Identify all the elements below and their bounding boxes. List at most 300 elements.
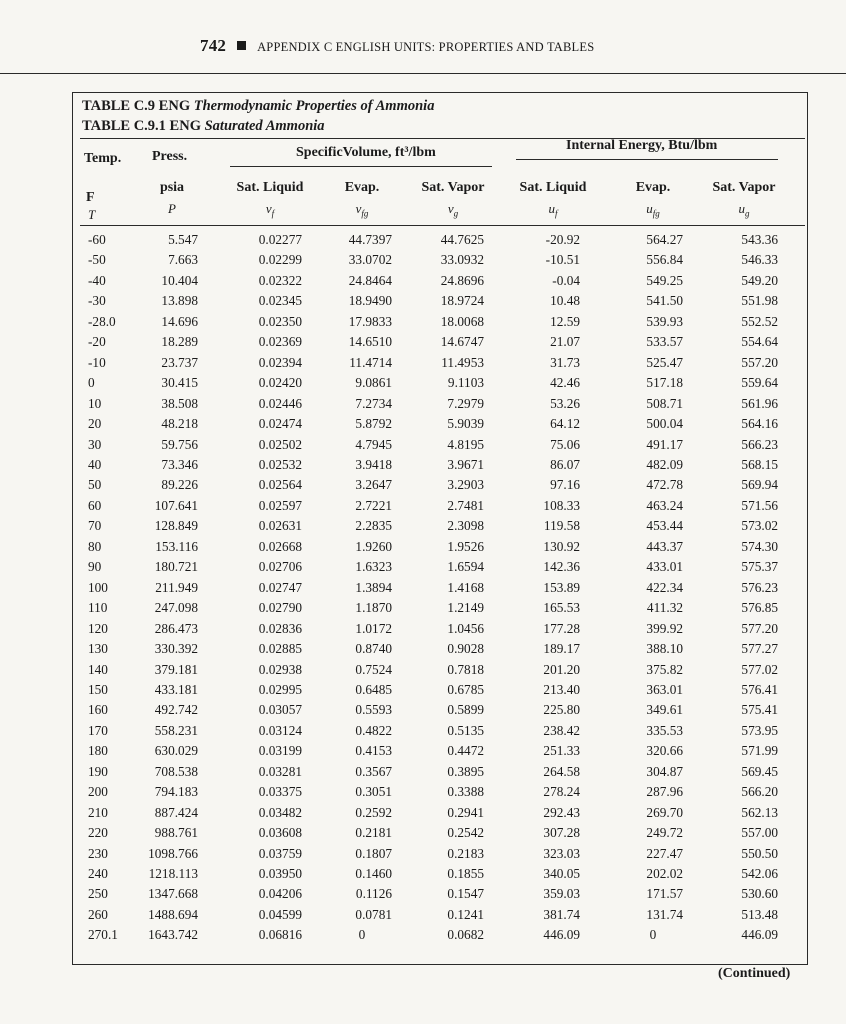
column-header-3: Evap. [344,180,380,195]
group-header-internal-energy: Internal Energy, Btu/lbm [566,138,718,153]
table-cell: 1.4168 [447,579,484,595]
table-cell: 0.0781 [355,906,392,922]
table-cell: 794.183 [154,784,198,800]
table-cell: 0.3567 [355,763,392,779]
table-cell: 0.3895 [447,763,484,779]
table-cell: -30 [88,293,106,309]
table-cell: 247.098 [154,600,198,616]
table-cell: 574.30 [741,538,778,554]
table-cell: 541.50 [646,293,683,309]
table-cell: 14.696 [161,313,198,329]
table-cell: 399.92 [646,620,683,636]
column-symbol-5: $u_f$ [548,201,558,219]
table-cell: 64.12 [550,416,580,431]
table-cell: -20 [88,334,106,350]
table-cell: 130.92 [543,538,580,554]
table-cell: 60 [88,497,102,513]
bullet-square-icon [237,41,246,50]
table-cell: 0.02706 [258,559,302,575]
table-cell: 568.15 [741,456,778,472]
table-cell: 33.0702 [348,252,392,268]
table-cell: 0.1460 [355,865,392,881]
table-cell: 388.10 [646,641,683,656]
table-cell: 260 [88,906,108,922]
table-cell: 0.03199 [258,743,302,759]
table-cell: 0.02446 [258,395,302,411]
table-cell: 18.9490 [348,293,392,309]
table-cell: 0.03375 [258,784,302,800]
table-cell: 50 [88,477,102,493]
table-cell: 177.28 [543,620,580,636]
table-cell: 59.756 [161,436,198,452]
column-symbol-1: P [168,201,176,216]
table-cell: 251.33 [543,743,580,759]
table-cell: 230 [88,845,108,861]
table-cell: 213.40 [543,681,580,697]
table-cell: 422.34 [646,579,683,595]
table-cell: 89.226 [161,477,198,493]
table-cell: 0.2941 [447,804,484,820]
table-cell: 0.6785 [447,681,484,697]
table-cell: 1.0172 [355,620,392,636]
table-cell: 551.98 [741,293,778,309]
table-cell: 33.0932 [440,252,484,268]
table-cell: 492.742 [154,702,198,718]
table-cell: 210 [88,804,108,820]
table-cell: 0.02790 [258,600,302,616]
table-cell: 0.02277 [258,232,302,247]
column-header-1: psia [159,180,185,195]
table-cell: 887.424 [154,804,198,820]
table-cell: 107.641 [154,497,198,513]
table-cell: 70 [88,518,102,534]
table-cell: 330.392 [154,641,198,656]
table-cell: 0.02885 [258,641,302,656]
table-cell: 153.89 [543,579,580,595]
table-cell: 500.04 [646,416,683,431]
table-cell: 180.721 [154,559,198,575]
table-cell: 2.7481 [447,497,484,513]
column-header-7: Sat. Vapor [712,180,776,195]
table-cell: 307.28 [543,825,580,840]
table-cell: 48.218 [161,416,198,431]
table-cell: 240 [88,865,108,881]
table-cell: 564.16 [741,416,778,431]
table-cell: 340.05 [543,865,580,881]
table-title-1: TABLE C.9 ENG Thermodynamic Properties of Ammonia [82,98,435,114]
table-cell: 546.33 [741,252,778,268]
table-cell: 988.761 [154,825,198,840]
table-cell: 443.37 [646,538,683,554]
continued-label: (Continued) [718,966,791,981]
table-cell: 0.02747 [258,579,302,595]
group-header-specific-volume: SpecificVolume, ft³/lbm [296,145,436,160]
table-cell: 508.71 [646,395,683,411]
table-cell: 381.74 [543,906,580,922]
table-cell: 21.07 [550,334,580,350]
table-cell: 11.4953 [441,354,484,370]
table-cell: -10 [88,354,106,370]
table-cell: 482.09 [646,456,683,472]
table-cell: 1.6323 [355,559,392,575]
table-cell: 530.60 [741,886,778,902]
table-cell: 0.03124 [258,722,302,738]
table-cell: 1347.668 [148,886,198,902]
table-cell: -50 [88,252,106,268]
header-bottom-rule [80,225,805,226]
group-header-temp: Temp. [84,151,122,166]
table-cell: 543.36 [741,232,778,247]
table-cell: 97.16 [550,477,580,493]
table-cell: 0.02350 [258,313,302,329]
table-cell: 525.47 [646,354,683,370]
header-rule [0,73,846,74]
table-cell: 0.9028 [447,641,484,656]
table-cell: 23.737 [161,354,198,370]
table-cell: 170 [88,722,108,738]
table-cell: 517.18 [646,375,683,391]
table-cell: 0 [358,927,366,943]
group-header-press: Press. [152,149,188,164]
column-header-2: Sat. Liquid [236,180,304,195]
table-cell: 0.5899 [447,702,484,718]
table-cell: 30 [88,436,102,452]
table-cell: 349.61 [646,702,683,718]
table-cell: 171.57 [646,886,683,902]
table-cell: 0.1126 [355,886,392,902]
table-cell: 90 [88,559,102,575]
table-cell: 270.1 [88,927,118,943]
table-cell: 566.20 [741,784,778,800]
table-cell: 359.03 [543,886,580,902]
table-cell: 14.6747 [440,334,484,350]
table-cell: 569.45 [741,763,778,779]
table-cell: 238.42 [543,722,580,738]
table-cell: 0.3051 [355,784,392,800]
table-cell: 190 [88,763,108,779]
table-cell: 100 [88,579,108,595]
table-cell: 0.02369 [258,334,302,350]
table-cell: 0.2542 [447,825,484,840]
table-cell: 575.37 [741,559,778,575]
table-cell: 0.02394 [258,354,302,370]
table-cell: 304.87 [646,763,683,779]
table-cell: 556.84 [646,252,683,268]
table-cell: 323.03 [543,845,580,861]
table-cell: 4.8195 [447,436,484,452]
table-cell: 2.2835 [355,518,392,534]
table-cell: 0.1241 [447,906,484,922]
table-cell: 128.849 [154,518,198,534]
table-cell: 0.6485 [355,681,392,697]
table-cell: 491.17 [646,436,683,452]
table-cell: 286.473 [154,620,198,636]
table-cell: 119.58 [543,518,580,534]
table-cell: 552.52 [741,313,778,329]
table-cell: 0.03759 [258,845,302,861]
table-cell: 554.64 [741,334,778,350]
column-header-4: Sat. Vapor [421,180,485,195]
specific-volume-rule [230,166,492,167]
table-cell: 0.8740 [355,641,392,656]
table-cell: 0.2181 [355,825,392,840]
table-cell: 227.47 [646,845,683,861]
table-cell: -60 [88,232,106,247]
table-cell: 0.7818 [447,661,484,677]
table-cell: 10 [88,395,102,411]
table-cell: 411.32 [646,600,683,616]
table-cell: 3.9671 [447,456,484,472]
table-cell: 0.02345 [258,293,302,309]
table-cell: 24.8696 [440,272,484,288]
table-cell: 18.289 [161,334,198,350]
table-cell: 0.4822 [355,722,392,738]
table-cell: 576.41 [741,681,778,697]
table-cell: 10.404 [161,272,198,288]
table-cell: 0.03057 [258,702,302,718]
table-cell: 120 [88,620,108,636]
table-cell: 363.01 [646,681,683,697]
table-cell: 5.9039 [447,416,484,431]
table-cell: -28.0 [88,313,116,329]
table-cell: 0.1547 [447,886,484,902]
table-cell: 0.5593 [355,702,392,718]
column-symbol-6: $u_{fg}$ [646,201,660,219]
table-cell: 7.2734 [355,395,392,411]
table-cell: 0.3388 [447,784,484,800]
table-cell: 0.02564 [258,477,302,493]
table-cell: -20.92 [545,232,580,247]
table-cell: 375.82 [646,661,683,677]
table-cell: 1.9526 [447,538,484,554]
table-cell: 153.116 [155,538,198,554]
table-cell: 142.36 [543,559,580,575]
table-cell: 0.02322 [258,272,302,288]
table-cell: 533.57 [646,334,683,350]
table-cell: 1.9260 [355,538,392,554]
table-cell: 3.2903 [447,477,484,493]
table-cell: -40 [88,272,106,288]
table-cell: 0.02938 [258,661,302,677]
table-cell: 0.4472 [447,743,484,759]
table-cell: 0.04206 [258,886,302,902]
table-cell: 4.7945 [355,436,392,452]
table-cell: 3.2647 [355,477,392,493]
table-cell: 131.74 [646,906,683,922]
table-cell: 201.20 [543,661,580,677]
table-cell: 31.73 [550,354,580,370]
table-cell: 1643.742 [148,927,198,943]
table-cell: 1.6594 [447,559,484,575]
table-cell: 559.64 [741,375,778,391]
table-cell: 550.50 [741,845,778,861]
page-number: 742 [200,36,227,55]
table-cell: 42.46 [550,375,580,391]
table-cell: 446.09 [543,927,580,943]
table-cell: 13.898 [161,293,198,309]
table-cell: 433.181 [154,681,198,697]
table-cell: 200 [88,784,108,800]
table-cell: 9.1103 [447,375,484,391]
table-cell: -10.51 [545,252,580,268]
column-header-5: Sat. Liquid [519,180,587,195]
table-cell: 7.663 [168,252,198,268]
table-cell: 0 [649,927,657,943]
table-cell: 220 [88,825,108,840]
table-cell: 44.7625 [440,232,484,247]
table-cell: 17.9833 [348,313,392,329]
table-cell: 561.96 [741,395,778,411]
table-cell: 44.7397 [348,232,392,247]
column-symbol-3: $v_{fg}$ [355,201,369,219]
table-cell: 20 [88,416,102,431]
table-cell: 539.93 [646,313,683,329]
table-cell: 0.4153 [355,743,392,759]
table-cell: 562.13 [741,804,778,820]
table-cell: 577.02 [741,661,778,677]
table-cell: 30.415 [161,375,198,391]
table-cell: 0.02995 [258,681,302,697]
table-cell: 0.02836 [258,620,302,636]
table-cell: 576.23 [741,579,778,595]
table-cell: 708.538 [154,763,198,779]
table-cell: 0.2183 [447,845,484,861]
table-cell: 335.53 [646,722,683,738]
table-cell: 433.01 [646,559,683,575]
table-cell: 0.03482 [258,804,302,820]
column-symbol-4: $v_g$ [447,201,459,219]
table-cell: 1.1870 [355,600,392,616]
table-cell: 14.6510 [348,334,392,350]
table-cell: 573.02 [741,518,778,534]
table-cell: 549.20 [741,272,778,288]
table-cell: 110 [88,600,108,616]
table-cell: 80 [88,538,102,554]
table-cell: 3.9418 [355,456,392,472]
table-cell: 1.2149 [447,600,484,616]
table-cell: 0.7524 [355,661,392,677]
table-cell: 130 [88,641,108,656]
table-cell: 571.56 [741,497,778,513]
table-cell: 18.9724 [440,293,484,309]
table-cell: 573.95 [741,722,778,738]
table-cell: 40 [88,456,102,472]
table-cell: 564.27 [646,232,683,247]
table-cell: 211.949 [155,579,198,595]
running-title: APPENDIX C ENGLISH UNITS: PROPERTIES AND TABLES [257,40,595,54]
table-cell: 250 [88,886,108,902]
table-cell: 0.0682 [447,927,484,943]
table-cell: 12.59 [550,313,580,329]
table-cell: 0.02299 [258,252,302,268]
table-cell: 575.41 [741,702,778,718]
table-cell: 576.85 [741,600,778,616]
table-cell: 5.547 [168,232,198,247]
table-cell: 446.09 [741,927,778,943]
table-cell: 0.04599 [258,906,302,922]
table-cell: 189.17 [543,641,580,656]
table-cell: 0.03608 [258,825,302,840]
column-header-6: Evap. [635,180,671,195]
table-cell: 165.53 [543,600,580,616]
table-cell: 9.0861 [355,375,392,391]
table-cell: 463.24 [646,497,683,513]
table-cell: 379.181 [154,661,198,677]
table-cell: 287.96 [646,784,683,800]
table-cell: 0.06816 [258,927,302,943]
table-cell: 269.70 [646,804,683,820]
table-cell: 1218.113 [148,865,198,881]
table-cell: 18.0068 [440,313,484,329]
table-cell: 0.02668 [258,538,302,554]
table-title-2: TABLE C.9.1 ENG Saturated Ammonia [82,118,325,134]
table-cell: 1488.694 [148,906,198,922]
table-cell: 630.029 [154,743,198,759]
column-symbol-0: T [88,207,96,222]
table-cell: 549.25 [646,272,683,288]
column-header-0: F [86,190,95,205]
table-cell: 472.78 [646,477,683,493]
table-cell: 2.7221 [355,497,392,513]
table-cell: 278.24 [543,784,580,800]
table-cell: 1098.766 [148,845,198,861]
table-cell: 0.03281 [258,763,302,779]
table-cell: 140 [88,661,108,677]
table-cell: 557.20 [741,354,778,370]
table-cell: 558.231 [154,722,198,738]
table-cell: 150 [88,681,108,697]
internal-energy-rule [516,159,778,160]
table-cell: 73.346 [161,456,198,472]
table-cell: 86.07 [550,456,580,472]
running-header [200,36,594,56]
table-cell: 0.02420 [258,375,302,391]
table-cell: 0.2592 [355,804,392,820]
table-cell: 38.508 [161,395,198,411]
table-cell: 0.02597 [258,497,302,513]
table-cell: 0.1807 [355,845,392,861]
table-cell: 0.02631 [258,518,302,534]
table-cell: 320.66 [646,743,683,759]
table-cell: 5.8792 [355,416,392,431]
table-cell: 1.0456 [447,620,484,636]
table-cell: 2.3098 [447,518,484,534]
table-cell: 542.06 [741,865,778,881]
table-cell: 180 [88,743,108,759]
table-cell: 0.02474 [258,416,302,431]
table-cell: 0 [88,375,95,391]
table-cell: 225.80 [543,702,580,718]
table-cell: -0.04 [552,272,580,288]
table-cell: 108.33 [543,497,580,513]
table-cell: 0.1855 [447,865,484,881]
table-cell: 249.72 [646,825,683,840]
table-cell: 264.58 [543,763,580,779]
table-cell: 53.26 [550,395,580,411]
table-cell: 513.48 [741,906,778,922]
table-cell: 0.5135 [447,722,484,738]
table-cell: 11.4714 [349,354,392,370]
table-cell: 0.03950 [258,865,302,881]
column-symbol-7: $u_g$ [738,201,750,219]
table-cell: 577.27 [741,641,778,656]
table-cell: 571.99 [741,743,778,759]
table-cell: 0.02502 [258,436,302,452]
table-cell: 75.06 [550,436,580,452]
table-cell: 1.3894 [355,579,392,595]
table-cell: 557.00 [741,825,778,840]
table-cell: 24.8464 [348,272,392,288]
